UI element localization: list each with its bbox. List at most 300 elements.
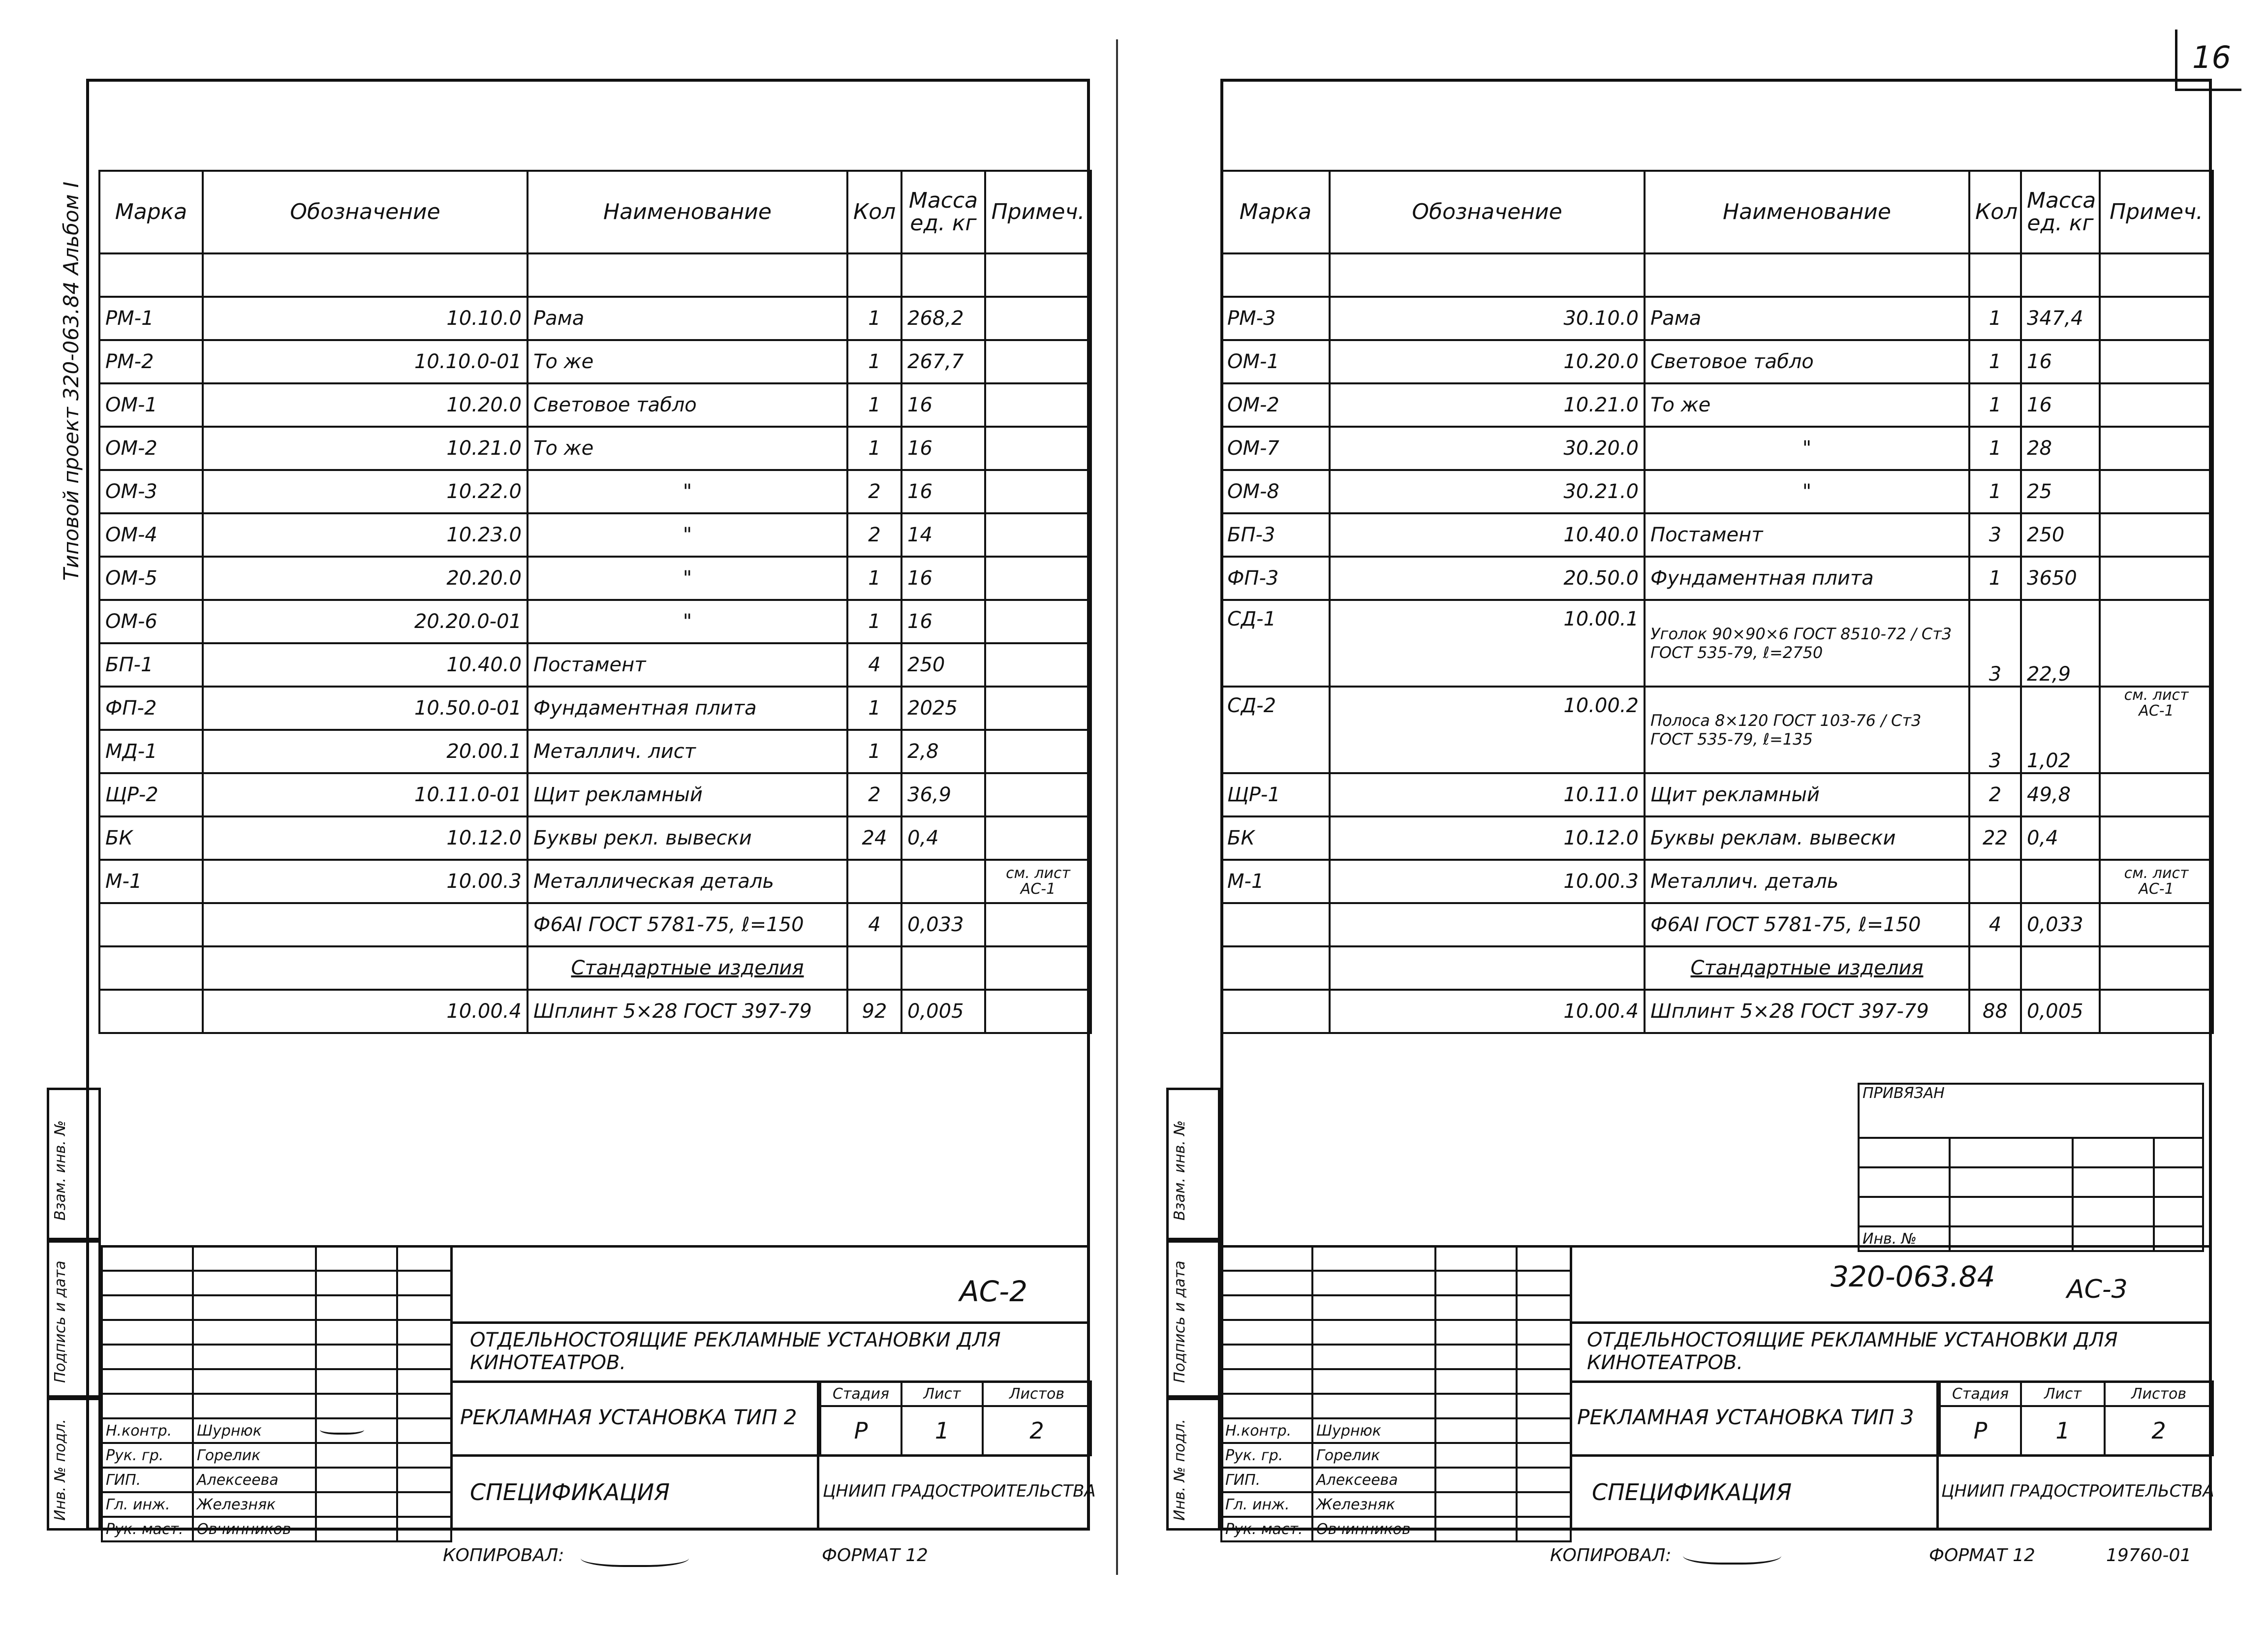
- table-cell: ФП-2: [99, 687, 203, 730]
- table-cell: [316, 1418, 397, 1443]
- table-cell: см. лист АС-1: [985, 860, 1091, 903]
- table-cell: [397, 1320, 451, 1345]
- table-cell: [985, 687, 1091, 730]
- right-divider-1: [1570, 1321, 2212, 1324]
- col-mark: Марка: [1221, 171, 1330, 253]
- table-cell: см. лист АС-1: [2100, 860, 2213, 903]
- table-cell: [1221, 1271, 1312, 1295]
- table-cell: 10.11.0: [1330, 773, 1645, 816]
- table-row: [99, 297, 1091, 340]
- table-cell: [1435, 1246, 1517, 1271]
- table-cell: 10.00.2: [1330, 687, 1645, 773]
- table-cell: 10.23.0: [203, 513, 528, 557]
- table-cell: 10.22.0: [203, 470, 528, 513]
- table-cell: Рук. маст.: [1221, 1517, 1312, 1541]
- table-cell: Горелик: [1312, 1443, 1435, 1468]
- table-cell: [985, 600, 1091, 643]
- table-cell: [99, 946, 203, 990]
- table-cell: 1: [847, 730, 901, 773]
- table-cell: [316, 1246, 397, 1271]
- table-cell: 22,9: [2021, 600, 2100, 687]
- table-row: [1221, 427, 2213, 470]
- table-cell: 88: [1969, 990, 2021, 1033]
- right-signature-table: [1220, 1245, 1572, 1542]
- table-cell: [847, 253, 901, 297]
- table-cell: 268,2: [901, 297, 985, 340]
- table-cell: 2: [2105, 1406, 2213, 1455]
- table-cell: 1: [1969, 470, 2021, 513]
- table-cell: [99, 253, 203, 297]
- table-cell: [985, 253, 1091, 297]
- table-cell: Р: [820, 1406, 901, 1455]
- table-cell: [1312, 1295, 1435, 1320]
- table-cell: [316, 1369, 397, 1394]
- table-cell: 30.21.0: [1330, 470, 1645, 513]
- table-cell: [316, 1345, 397, 1369]
- table-cell: ОМ-1: [99, 383, 203, 427]
- table-cell: [397, 1443, 451, 1468]
- table-cell: [1517, 1369, 1571, 1394]
- table-cell: 20.20.0: [203, 557, 528, 600]
- table-cell: 2: [983, 1406, 1091, 1455]
- table-cell: ": [528, 600, 847, 643]
- right-inventory: 19760-01: [2106, 1545, 2192, 1566]
- col-qty: Кол: [1969, 171, 2021, 253]
- table-cell: ГИП.: [1221, 1468, 1312, 1492]
- table-cell: Овчинников: [1312, 1517, 1435, 1541]
- table-cell: Шплинт 5×28 ГОСТ 397-79: [528, 990, 847, 1033]
- attachment-stamp: [1858, 1083, 2204, 1252]
- right-project-code: 320-063.84: [1831, 1260, 1995, 1293]
- table-cell: Р: [1940, 1406, 2021, 1455]
- table-cell: [203, 253, 528, 297]
- table-cell: Стандартные изделия: [1645, 946, 1969, 990]
- table-cell: [1435, 1345, 1517, 1369]
- signature-row: [1221, 1517, 1571, 1541]
- table-cell: [985, 513, 1091, 557]
- table-cell: 2: [1969, 773, 2021, 816]
- signature: [320, 1423, 364, 1435]
- table-cell: Рук. гр.: [1221, 1443, 1312, 1468]
- table-cell: ОМ-6: [99, 600, 203, 643]
- table-cell: Рама: [528, 297, 847, 340]
- table-cell: Лист: [2021, 1381, 2105, 1406]
- left-format: ФОРМАТ 12: [822, 1545, 928, 1566]
- table-cell: [1517, 1271, 1571, 1295]
- table-cell: 10.00.4: [1330, 990, 1645, 1033]
- table-cell: [2073, 1138, 2154, 1167]
- table-cell: ОМ-2: [99, 427, 203, 470]
- table-cell: М-1: [1221, 860, 1330, 903]
- table-row: [1221, 383, 2213, 427]
- table-cell: [397, 1369, 451, 1394]
- table-cell: 0,4: [2021, 816, 2100, 860]
- table-cell: 20.00.1: [203, 730, 528, 773]
- table-cell: [193, 1369, 316, 1394]
- table-cell: ОМ-2: [1221, 383, 1330, 427]
- table-cell: [2100, 427, 2213, 470]
- table-cell: [1330, 946, 1645, 990]
- table-cell: М-1: [99, 860, 203, 903]
- table-cell: Фундаментная плита: [528, 687, 847, 730]
- left-divider-1: [450, 1321, 1090, 1324]
- table-row: [99, 903, 1091, 946]
- table-cell: БК: [99, 816, 203, 860]
- table-cell: ": [1645, 470, 1969, 513]
- table-cell: 1: [847, 383, 901, 427]
- table-cell: 16: [901, 427, 985, 470]
- table-cell: [2100, 557, 2213, 600]
- table-cell: Щит рекламный: [1645, 773, 1969, 816]
- table-cell: 16: [901, 383, 985, 427]
- table-cell: [528, 253, 847, 297]
- right-project-title: ОТДЕЛЬНОСТОЯЩИЕ РЕКЛАМНЫЕ УСТАНОВКИ ДЛЯ КИНОТЕАТРОВ.: [1587, 1329, 2118, 1374]
- signature-row: [1221, 1418, 1571, 1443]
- col-mass: Масса ед. кг: [2021, 171, 2100, 253]
- table-cell: [1435, 1320, 1517, 1345]
- table-cell: [316, 1394, 397, 1418]
- table-cell: [1221, 990, 1330, 1033]
- table-cell: [1221, 946, 1330, 990]
- table-cell: 16: [901, 470, 985, 513]
- table-cell: [397, 1271, 451, 1295]
- table-cell: Стадия: [820, 1381, 901, 1406]
- spec-header-row: [99, 171, 1091, 253]
- table-cell: 347,4: [2021, 297, 2100, 340]
- table-cell: [1517, 1295, 1571, 1320]
- table-row: [1221, 903, 2213, 946]
- table-cell: ": [528, 513, 847, 557]
- table-cell: [1950, 1138, 2073, 1167]
- table-cell: [102, 1246, 193, 1271]
- table-cell: [1330, 903, 1645, 946]
- table-cell: [1435, 1418, 1517, 1443]
- right-spec-table: [1220, 170, 2214, 1034]
- table-cell: [2100, 513, 2213, 557]
- table-cell: 16: [2021, 383, 2100, 427]
- table-cell: Ф6АI ГОСТ 5781-75, ℓ=150: [1645, 903, 1969, 946]
- table-cell: [1221, 1369, 1312, 1394]
- table-cell: 10.20.0: [203, 383, 528, 427]
- table-cell: [985, 557, 1091, 600]
- table-cell: [1969, 946, 2021, 990]
- table-row: [1221, 340, 2213, 383]
- left-drawing-title: РЕКЛАМНАЯ УСТАНОВКА ТИП 2: [460, 1405, 797, 1429]
- table-cell: [1221, 1394, 1312, 1418]
- table-cell: [1435, 1443, 1517, 1468]
- table-cell: 22: [1969, 816, 2021, 860]
- table-cell: [985, 427, 1091, 470]
- table-cell: [2100, 340, 2213, 383]
- table-cell: 1: [1969, 297, 2021, 340]
- table-cell: Постамент: [528, 643, 847, 687]
- left-project-title: ОТДЕЛЬНОСТОЯЩИЕ РЕКЛАМНЫЕ УСТАНОВКИ ДЛЯ КИНОТЕАТРОВ.: [470, 1329, 1001, 1374]
- table-cell: [397, 1468, 451, 1492]
- table-cell: БП-3: [1221, 513, 1330, 557]
- table-cell: 0,4: [901, 816, 985, 860]
- inv-no-label: Инв. №: [1859, 1226, 1950, 1251]
- table-row: [99, 470, 1091, 513]
- table-cell: [102, 1369, 193, 1394]
- table-cell: [397, 1418, 451, 1443]
- table-cell: [397, 1517, 451, 1541]
- spec-header-row: [1221, 171, 2213, 253]
- table-cell: [397, 1295, 451, 1320]
- table-cell: ": [1645, 427, 1969, 470]
- table-cell: 10.10.0: [203, 297, 528, 340]
- left-spec-table: [98, 170, 1092, 1034]
- table-cell: Буквы рекл. вывески: [528, 816, 847, 860]
- table-cell: [1969, 253, 2021, 297]
- left-org: ЦНИИП ГРАДОСТРОИТЕЛЬСТВА: [823, 1481, 1096, 1501]
- table-cell: 1: [847, 297, 901, 340]
- margin-note: Типовой проект 320-063.84 Альбом I: [59, 181, 83, 581]
- table-cell: ОМ-7: [1221, 427, 1330, 470]
- table-cell: Металлич. лист: [528, 730, 847, 773]
- table-cell: 10.21.0: [1330, 383, 1645, 427]
- table-cell: [397, 1345, 451, 1369]
- table-cell: То же: [1645, 383, 1969, 427]
- table-cell: [203, 946, 528, 990]
- table-cell: Рук. маст.: [102, 1517, 193, 1541]
- table-cell: [2100, 903, 2213, 946]
- table-cell: Щит рекламный: [528, 773, 847, 816]
- right-drawing-title: РЕКЛАМНАЯ УСТАНОВКА ТИП 3: [1577, 1405, 1914, 1429]
- table-cell: 1: [847, 687, 901, 730]
- table-cell: 250: [2021, 513, 2100, 557]
- table-cell: Стадия: [1940, 1381, 2021, 1406]
- left-stage-table: [819, 1380, 1092, 1456]
- left-signature-table: [101, 1245, 452, 1542]
- table-cell: [193, 1271, 316, 1295]
- table-cell: [1517, 1320, 1571, 1345]
- table-cell: Н.контр.: [102, 1418, 193, 1443]
- table-cell: [99, 903, 203, 946]
- table-cell: 10.10.0-01: [203, 340, 528, 383]
- signature-row: [1221, 1492, 1571, 1517]
- left-doc-title: СПЕЦИФИКАЦИЯ: [470, 1479, 670, 1505]
- table-cell: [985, 946, 1091, 990]
- table-cell: Гл. инж.: [102, 1492, 193, 1517]
- table-cell: ОМ-8: [1221, 470, 1330, 513]
- spec-blank-row: [1221, 253, 2213, 297]
- copied-signature: [1683, 1543, 1781, 1565]
- table-cell: 16: [901, 600, 985, 643]
- table-cell: 10.00.3: [203, 860, 528, 903]
- table-cell: [316, 1468, 397, 1492]
- table-cell: [316, 1295, 397, 1320]
- signature-row: [1221, 1468, 1571, 1492]
- table-row: [1221, 773, 2213, 816]
- table-cell: 2,8: [901, 730, 985, 773]
- table-cell: [1517, 1394, 1571, 1418]
- right-format: ФОРМАТ 12: [1929, 1545, 2035, 1566]
- table-cell: [102, 1320, 193, 1345]
- table-cell: [985, 730, 1091, 773]
- table-cell: Железняк: [1312, 1492, 1435, 1517]
- table-cell: 1: [1969, 340, 2021, 383]
- side-label-sign-date: Подпись и дата: [52, 1260, 69, 1383]
- table-cell: Лист: [901, 1381, 983, 1406]
- table-cell: [1312, 1394, 1435, 1418]
- table-row: [99, 773, 1091, 816]
- table-cell: Фундаментная плита: [1645, 557, 1969, 600]
- table-cell: Листов: [2105, 1381, 2213, 1406]
- table-cell: [1517, 1492, 1571, 1517]
- table-cell: Полоса 8×120 ГОСТ 103-76 / Ст3 ГОСТ 535-79, ℓ=135: [1645, 687, 1969, 773]
- table-row: [99, 946, 1091, 990]
- table-cell: Ф6АI ГОСТ 5781-75, ℓ=150: [528, 903, 847, 946]
- signature-row: [102, 1468, 451, 1492]
- table-cell: 10.50.0-01: [203, 687, 528, 730]
- table-cell: [1221, 1246, 1312, 1271]
- table-cell: [1517, 1246, 1571, 1271]
- table-cell: [1312, 1320, 1435, 1345]
- table-cell: [316, 1271, 397, 1295]
- table-cell: [193, 1345, 316, 1369]
- table-cell: 3: [1969, 600, 2021, 687]
- table-cell: [985, 903, 1091, 946]
- table-cell: 0,033: [2021, 903, 2100, 946]
- table-cell: [316, 1517, 397, 1541]
- table-cell: [316, 1320, 397, 1345]
- table-cell: Листов: [983, 1381, 1091, 1406]
- table-cell: [2100, 297, 2213, 340]
- table-cell: [193, 1394, 316, 1418]
- table-cell: [985, 990, 1091, 1033]
- table-cell: см. лист АС-1: [2100, 687, 2213, 773]
- signature-row: [1221, 1443, 1571, 1468]
- table-cell: 3: [1969, 513, 2021, 557]
- table-cell: [901, 253, 985, 297]
- table-cell: [316, 1492, 397, 1517]
- table-cell: 1: [847, 340, 901, 383]
- table-row: [1221, 860, 2213, 903]
- table-cell: [901, 860, 985, 903]
- table-cell: [2154, 1167, 2203, 1197]
- left-sheet-code: АС-2: [960, 1275, 1028, 1308]
- signature-row: [102, 1418, 451, 1443]
- col-note: Примеч.: [2100, 171, 2213, 253]
- table-cell: ": [528, 557, 847, 600]
- table-cell: 1: [1969, 383, 2021, 427]
- table-cell: То же: [528, 427, 847, 470]
- table-cell: Стандартные изделия: [528, 946, 847, 990]
- side-label-orig-inv: Инв. № подл.: [1171, 1419, 1188, 1521]
- table-cell: [2021, 860, 2100, 903]
- right-doc-title: СПЕЦИФИКАЦИЯ: [1592, 1479, 1792, 1505]
- table-cell: ОМ-3: [99, 470, 203, 513]
- table-cell: [1435, 1295, 1517, 1320]
- table-cell: ОМ-1: [1221, 340, 1330, 383]
- table-cell: [985, 470, 1091, 513]
- side-label-replace-inv: Взам. инв. №: [52, 1120, 69, 1221]
- table-cell: 3650: [2021, 557, 2100, 600]
- table-cell: 20.20.0-01: [203, 600, 528, 643]
- table-cell: [203, 903, 528, 946]
- table-cell: Шплинт 5×28 ГОСТ 397-79: [1645, 990, 1969, 1033]
- table-cell: [2021, 946, 2100, 990]
- signature-row: [102, 1517, 451, 1541]
- right-copied: КОПИРОВАЛ:: [1550, 1545, 1672, 1566]
- side-label-replace-inv: Взам. инв. №: [1171, 1120, 1188, 1221]
- table-cell: 1: [847, 600, 901, 643]
- table-cell: Буквы реклам. вывески: [1645, 816, 1969, 860]
- table-cell: 16: [901, 557, 985, 600]
- table-cell: [1435, 1394, 1517, 1418]
- table-cell: [2073, 1167, 2154, 1197]
- table-cell: 10.12.0: [203, 816, 528, 860]
- table-row: [99, 816, 1091, 860]
- table-cell: 10.00.4: [203, 990, 528, 1033]
- col-mass: Масса ед. кг: [901, 171, 985, 253]
- table-cell: СД-2: [1221, 687, 1330, 773]
- table-row: [99, 427, 1091, 470]
- table-row: [1221, 297, 2213, 340]
- table-row: [1221, 600, 2213, 687]
- table-row: [1221, 513, 2213, 557]
- table-cell: МД-1: [99, 730, 203, 773]
- table-cell: 4: [1969, 903, 2021, 946]
- attached-label: ПРИВЯЗАН: [1859, 1084, 2203, 1138]
- table-cell: Металлическая деталь: [528, 860, 847, 903]
- col-note: Примеч.: [985, 171, 1091, 253]
- table-cell: [1517, 1468, 1571, 1492]
- signature-row: [102, 1492, 451, 1517]
- table-cell: [1221, 1345, 1312, 1369]
- table-cell: [985, 773, 1091, 816]
- table-cell: 49,8: [2021, 773, 2100, 816]
- table-cell: [847, 946, 901, 990]
- table-cell: ОМ-5: [99, 557, 203, 600]
- table-cell: [1517, 1517, 1571, 1541]
- table-cell: [985, 643, 1091, 687]
- table-cell: 1: [901, 1406, 983, 1455]
- table-cell: [2100, 990, 2213, 1033]
- table-cell: РМ-1: [99, 297, 203, 340]
- table-row: [99, 340, 1091, 383]
- table-cell: 10.21.0: [203, 427, 528, 470]
- table-cell: 2025: [901, 687, 985, 730]
- table-cell: 92: [847, 990, 901, 1033]
- table-cell: [193, 1246, 316, 1271]
- table-cell: 10.40.0: [203, 643, 528, 687]
- table-row: [1221, 687, 2213, 773]
- table-cell: [2073, 1197, 2154, 1226]
- table-row: [99, 730, 1091, 773]
- table-cell: Рук. гр.: [102, 1443, 193, 1468]
- table-cell: 28: [2021, 427, 2100, 470]
- table-cell: ": [528, 470, 847, 513]
- table-cell: 24: [847, 816, 901, 860]
- table-cell: [316, 1443, 397, 1468]
- table-cell: [1859, 1138, 1950, 1167]
- table-cell: [1517, 1418, 1571, 1443]
- table-row: [1221, 470, 2213, 513]
- table-row: [99, 860, 1091, 903]
- table-cell: Постамент: [1645, 513, 1969, 557]
- table-cell: [901, 946, 985, 990]
- table-cell: [2100, 946, 2213, 990]
- table-cell: Шурнюк: [193, 1418, 316, 1443]
- table-cell: [1312, 1369, 1435, 1394]
- side-label-orig-inv: Инв. № подл.: [52, 1419, 69, 1521]
- table-cell: 2: [847, 773, 901, 816]
- table-cell: [1950, 1197, 2073, 1226]
- table-cell: Шурнюк: [1312, 1418, 1435, 1443]
- table-cell: 10.20.0: [1330, 340, 1645, 383]
- table-cell: [1221, 1320, 1312, 1345]
